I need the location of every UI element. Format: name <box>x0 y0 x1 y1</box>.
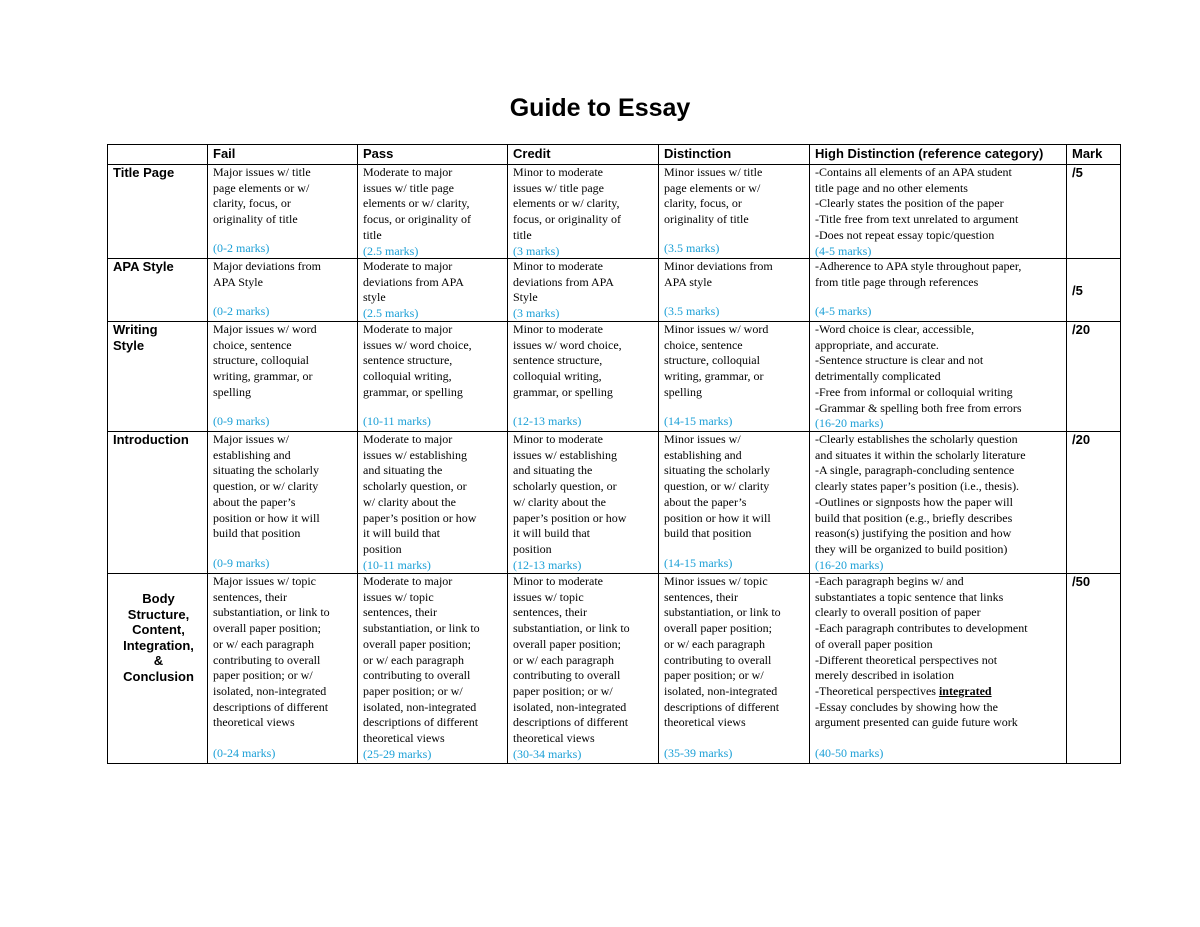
marks-range: (0-9 marks) <box>213 556 270 571</box>
criterion-cell <box>108 432 208 574</box>
criterion-cell <box>108 165 208 259</box>
criteria-line: -Does not repeat essay topic/question <box>815 227 995 242</box>
cell-description: Minor issues w/ word choice, sentence structure, colloquial writing, grammar, or spelling <box>664 322 769 399</box>
criteria-line: -Essay concludes by showing how the <box>815 699 998 714</box>
marks-range: (2.5 marks) <box>363 306 419 321</box>
distinction-cell <box>659 574 810 764</box>
criterion-label: Writing Style <box>113 322 158 353</box>
cell-description: Moderate to major deviations from APA style <box>363 259 464 305</box>
cell-description: Major issues w/ topic sentences, their substantiation, or link to overall paper position; or w/ each paragraph contributing to overall paper position; or w/ isolated, non-integrated descriptions of different theoretical views <box>213 574 330 730</box>
table-row <box>108 259 1121 322</box>
marks-range: (14-15 marks) <box>664 414 733 429</box>
criteria-line: they will be organized to build position) <box>815 541 1008 556</box>
criteria-line: build that position (e.g., briefly describes <box>815 510 1013 525</box>
cell-description: Moderate to major issues w/ word choice, sentence structure, colloquial writing, grammar, or spelling <box>363 322 472 399</box>
pass-cell <box>358 322 508 432</box>
header-criterion <box>108 145 208 165</box>
pass-cell <box>358 432 508 574</box>
criteria-line: appropriate, and accurate. <box>815 337 939 352</box>
pass-cell <box>358 165 508 259</box>
criterion-label: Body Structure, Content, Integration, & Conclusion <box>123 591 194 684</box>
criteria-line: clearly states paper’s position (i.e., thesis). <box>815 479 1020 494</box>
marks-range: (25-29 marks) <box>363 746 432 761</box>
criteria-line: -Contains all elements of an APA student <box>815 165 1012 179</box>
criterion-label: Introduction <box>113 432 189 447</box>
header-pass: Pass <box>358 145 508 165</box>
high-distinction-cell <box>810 574 1067 764</box>
criteria-line: -Each paragraph begins w/ and <box>815 574 964 588</box>
criteria-line: argument presented can guide future work <box>815 715 1018 730</box>
criterion-label: APA Style <box>113 259 174 274</box>
criteria-text: -Theoretical perspectives <box>815 683 939 698</box>
credit-cell <box>508 322 659 432</box>
integrated-emphasis: integrated <box>938 683 992 698</box>
credit-cell <box>508 574 659 764</box>
mark-cell: /20 <box>1067 432 1121 574</box>
table-row <box>108 165 1121 259</box>
fail-cell <box>208 322 358 432</box>
criteria-line: -Sentence structure is clear and not <box>815 353 984 368</box>
distinction-cell <box>659 165 810 259</box>
marks-range: (16-20 marks) <box>815 416 884 431</box>
high-distinction-cell <box>810 165 1067 259</box>
criterion-label: Title Page <box>113 165 175 180</box>
cell-description: Moderate to major issues w/ establishing and situating the scholarly question, or w/ clarity about the paper’s position or how it will build that position <box>363 432 477 556</box>
mark-cell: /50 <box>1067 574 1121 764</box>
criteria-line: of overall paper position <box>815 636 933 651</box>
marks-range: (0-2 marks) <box>213 241 270 256</box>
marks-range: (10-11 marks) <box>363 414 431 429</box>
table-row <box>108 322 1121 432</box>
marks-range: (35-39 marks) <box>664 746 733 761</box>
mark-cell: /5 <box>1067 259 1121 322</box>
table-row <box>108 574 1121 764</box>
cell-description: Major deviations from APA Style <box>213 259 321 289</box>
cell-description: Minor to moderate issues w/ title page elements or w/ clarity, focus, or originality of title <box>513 165 621 242</box>
marks-range: (12-13 marks) <box>513 414 582 429</box>
header-fail: Fail <box>208 145 358 165</box>
mark-cell: /20 <box>1067 322 1121 432</box>
mark-cell: /5 <box>1067 165 1121 259</box>
criteria-line: -Free from informal or colloquial writing <box>815 384 1013 399</box>
criteria-line: -Each paragraph contributes to development <box>815 621 1028 636</box>
header-mark: Mark <box>1067 145 1121 165</box>
marks-range: (40-50 marks) <box>815 746 884 761</box>
marks-range: (3.5 marks) <box>664 304 720 319</box>
marks-range: (3.5 marks) <box>664 241 720 256</box>
cell-description: Minor to moderate deviations from APA Style <box>513 259 614 305</box>
fail-cell <box>208 259 358 322</box>
credit-cell <box>508 165 659 259</box>
marks-range: (0-9 marks) <box>213 414 270 429</box>
rubric-table <box>107 144 1121 764</box>
criteria-line: -A single, paragraph-concluding sentence <box>815 463 1015 478</box>
credit-cell <box>508 432 659 574</box>
cell-description: Minor issues w/ establishing and situating the scholarly question, or w/ clarity about the paper’s position or how it will build that position <box>664 432 771 541</box>
cell-description: Minor issues w/ title page elements or w/ clarity, focus, or originality of title <box>664 165 763 227</box>
criteria-line: -Grammar & spelling both free from errors <box>815 400 1022 415</box>
marks-range: (10-11 marks) <box>363 557 431 572</box>
criteria-line: -Adherence to APA style throughout paper, <box>815 259 1022 273</box>
criteria-line: merely described in isolation <box>815 668 954 683</box>
criteria-line: detrimentally complicated <box>815 369 941 384</box>
criteria-line: -Clearly establishes the scholarly question <box>815 432 1018 446</box>
criteria-line: -Clearly states the position of the paper <box>815 196 1004 211</box>
cell-description: Major issues w/ word choice, sentence structure, colloquial writing, grammar, or spelling <box>213 322 317 399</box>
header-credit: Credit <box>508 145 659 165</box>
marks-range: (14-15 marks) <box>664 556 733 571</box>
pass-cell <box>358 259 508 322</box>
criteria-line: and situates it within the scholarly literature <box>815 447 1026 462</box>
cell-description: Moderate to major issues w/ topic sentences, their substantiation, or link to overall paper position; or w/ each paragraph contributing to overall paper position; or w/ isolated, non-integrated descriptions of different theoretical views <box>363 574 480 746</box>
header-distinction: Distinction <box>659 145 810 165</box>
fail-cell <box>208 165 358 259</box>
high-distinction-cell <box>810 432 1067 574</box>
criterion-cell <box>108 259 208 322</box>
criteria-line: substantiates a topic sentence that links <box>815 589 1004 604</box>
criteria-line: -Word choice is clear, accessible, <box>815 322 975 336</box>
marks-range: (2.5 marks) <box>363 243 419 258</box>
criterion-cell <box>108 574 208 764</box>
criteria-line: -Different theoretical perspectives not <box>815 652 998 667</box>
marks-range: (16-20 marks) <box>815 557 884 572</box>
header-high-distinction: High Distinction (reference category) <box>810 145 1067 165</box>
criteria-line <box>815 684 1063 700</box>
cell-description: Minor to moderate issues w/ establishing and situating the scholarly question, or w/ clarity about the paper’s position or how it will build that position <box>513 432 627 556</box>
cell-description: Minor deviations from APA style <box>664 259 773 289</box>
cell-description: Minor to moderate issues w/ topic sentences, their substantiation, or link to overall paper position; or w/ each paragraph contributing to overall paper position; or w/ isolated, non-integrated descriptions of different theoretical views <box>513 574 630 746</box>
cell-description: Major issues w/ establishing and situating the scholarly question, or w/ clarity about the paper’s position or how it will build that position <box>213 432 320 541</box>
cell-description: Minor issues w/ topic sentences, their substantiation, or link to overall paper position; or w/ each paragraph contributing to overall paper position; or w/ isolated, non-integrated descriptions of different theoretical views <box>664 574 781 730</box>
marks-range: (4-5 marks) <box>815 243 872 258</box>
marks-range: (3 marks) <box>513 243 560 258</box>
header-row <box>108 145 1121 165</box>
criterion-cell <box>108 322 208 432</box>
distinction-cell <box>659 432 810 574</box>
cell-description: Major issues w/ title page elements or w/ clarity, focus, or originality of title <box>213 165 311 227</box>
criteria-line: clearly to overall position of paper <box>815 605 981 620</box>
credit-cell <box>508 259 659 322</box>
distinction-cell <box>659 322 810 432</box>
fail-cell <box>208 574 358 764</box>
high-distinction-cell <box>810 322 1067 432</box>
marks-range: (12-13 marks) <box>513 557 582 572</box>
marks-range: (0-24 marks) <box>213 746 276 761</box>
cell-description: Moderate to major issues w/ title page elements or w/ clarity, focus, or originality of title <box>363 165 471 242</box>
fail-cell <box>208 432 358 574</box>
cell-description: Minor to moderate issues w/ word choice, sentence structure, colloquial writing, grammar, or spelling <box>513 322 622 399</box>
table-row <box>108 432 1121 574</box>
marks-range: (4-5 marks) <box>815 304 872 319</box>
criteria-line: from title page through references <box>815 274 979 289</box>
marks-range: (3 marks) <box>513 306 560 321</box>
criteria-line: title page and no other elements <box>815 180 968 195</box>
criteria-line: reason(s) justifying the position and how <box>815 526 1012 541</box>
criteria-line: -Outlines or signposts how the paper will <box>815 494 1013 509</box>
high-distinction-cell <box>810 259 1067 322</box>
marks-range: (30-34 marks) <box>513 746 582 761</box>
pass-cell <box>358 574 508 764</box>
distinction-cell <box>659 259 810 322</box>
criteria-line: -Title free from text unrelated to argument <box>815 212 1019 227</box>
page-title: Guide to Essay <box>509 94 691 122</box>
marks-range: (0-2 marks) <box>213 304 270 319</box>
